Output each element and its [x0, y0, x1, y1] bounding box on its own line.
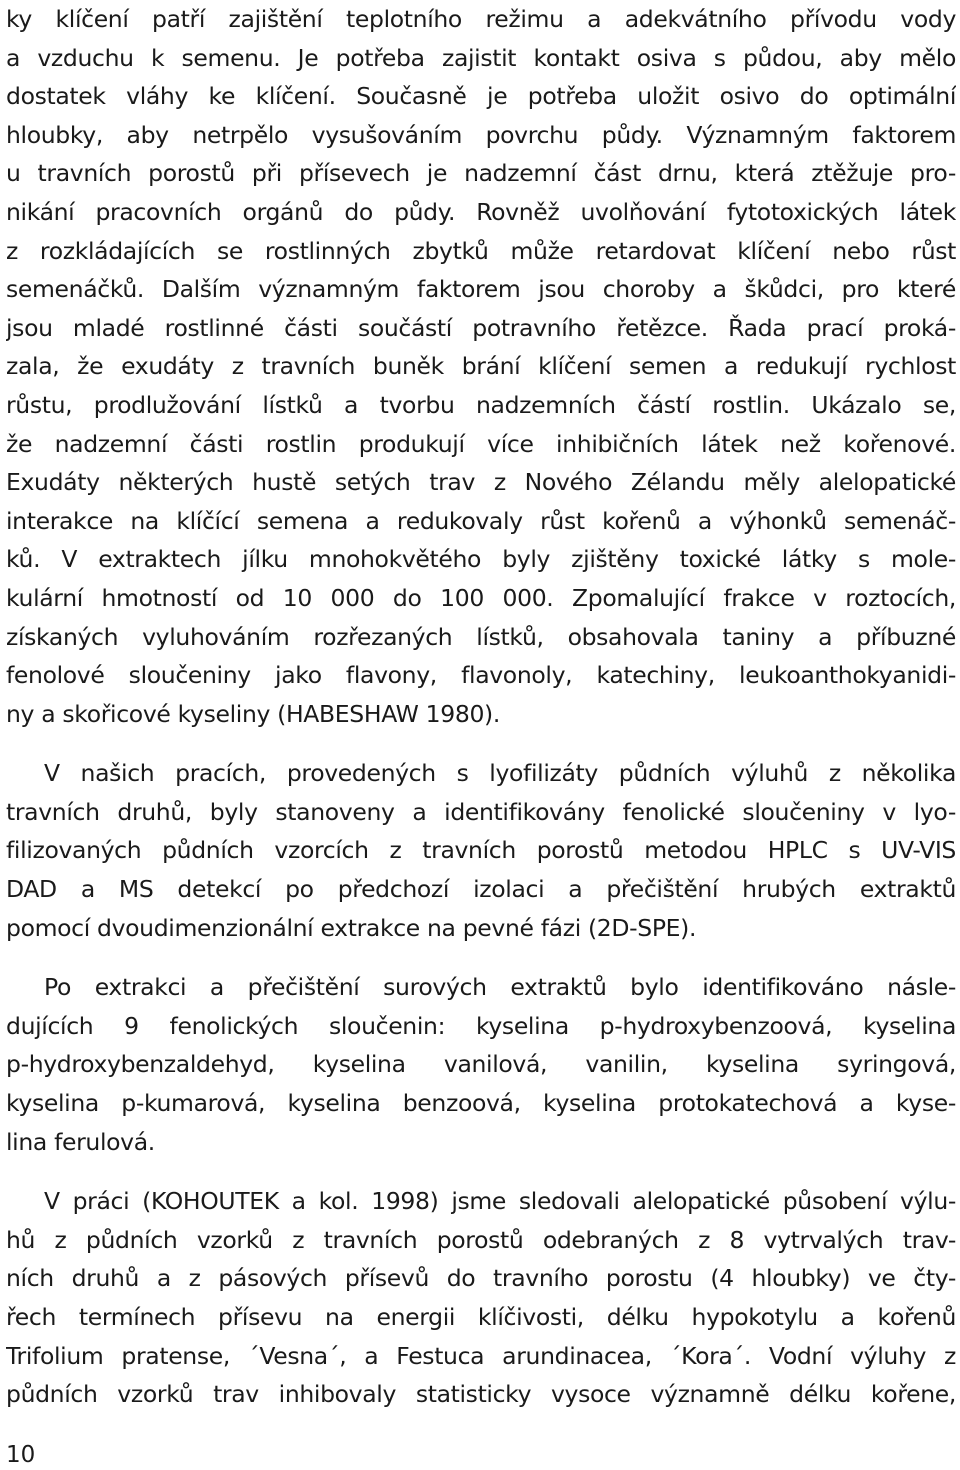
text-line: nikání pracovních orgánů do půdy. Rovněž uvolňování fytotoxických látek — [6, 197, 956, 226]
text-line: Exudáty některých hustě setých trav z Nového Zélandu měly alelopatické — [6, 468, 956, 497]
paragraph-2 — [6, 754, 956, 947]
text-line: dostatek vláhy ke klíčení. Současně je potřeba uložit osivo do optimální — [6, 82, 956, 111]
text-line: fenolové sloučeniny jako flavony, flavonoly, katechiny, leukoanthokyanidi- — [6, 661, 956, 690]
text-line: půdních vzorků trav inhibovaly statisticky vysoce významně délku kořene, — [6, 1380, 956, 1409]
text-line: semenáčků. Dalším významným faktorem jsou choroby a škůdci, pro které — [6, 275, 956, 304]
text-line: a vzduchu k semenu. Je potřeba zajistit kontakt osiva s půdou, aby mělo — [6, 43, 956, 72]
text-line: růstu, prodlužování lístků a tvorbu nadzemních částí rostlin. Ukázalo se, — [6, 390, 956, 419]
text-line: dujících 9 fenolických sloučenin: kyselina p-hydroxybenzoová, kyselina — [6, 1011, 956, 1040]
text-line: V našich pracích, provedených s lyofilizáty půdních výluhů z několika — [44, 759, 956, 788]
document-page — [6, 0, 956, 1414]
text-line: interakce na klíčící semena a redukovaly růst kořenů a výhonků semenáč- — [6, 506, 956, 535]
text-line: u travních porostů při přísevech je nadzemní část drnu, která ztěžuje pro- — [6, 159, 956, 188]
text-line: hů z půdních vzorků z travních porostů odebraných z 8 vytrvalých trav- — [6, 1225, 956, 1254]
page-number: 10 — [6, 1442, 36, 1468]
paragraph-1 — [6, 0, 956, 733]
text-line: V práci (KOHOUTEK a kol. 1998) jsme sledovali alelopatické působení výlu- — [44, 1187, 956, 1216]
text-line: ny a skořicové kyseliny (HABESHAW 1980). — [6, 699, 500, 728]
text-line: kulární hmotností od 10 000 do 100 000. Zpomalující frakce v roztocích, — [6, 583, 956, 612]
text-line: získaných vyluhováním rozřezaných lístků, obsahovala taniny a příbuzné — [6, 622, 956, 651]
text-line: filizovaných půdních vzorcích z travních porostů metodou HPLC s UV-VIS — [6, 836, 956, 865]
text-line: kyselina p-kumarová, kyselina benzoová, kyselina protokatechová a kyse- — [6, 1089, 956, 1118]
text-line: pomocí dvoudimenzionální extrakce na pevné fázi (2D-SPE). — [6, 913, 697, 942]
paragraph-3 — [6, 968, 956, 1161]
text-line: jsou mladé rostlinné části součástí potravního řetězce. Řada prací proká- — [6, 313, 956, 342]
text-line: DAD a MS detekcí po předchozí izolaci a přečištění hrubých extraktů — [6, 875, 956, 904]
text-line: ních druhů a z pásových přísevů do travního porostu (4 hloubky) ve čty- — [6, 1264, 956, 1293]
paragraph-4 — [6, 1182, 956, 1414]
text-line: řech termínech přísevu na energii klíčivosti, délku hypokotylu a kořenů — [6, 1303, 956, 1331]
text-line: lina ferulová. — [6, 1127, 155, 1156]
text-line: Po extrakci a přečištění surových extraktů bylo identifikováno násle- — [44, 973, 956, 1002]
text-line: zala, že exudáty z travních buněk brání klíčení semen a redukují rychlost — [6, 352, 956, 381]
text-line: Trifolium pratense, ´Vesna´, a Festuca arundinacea, ´Kora´. Vodní výluhy z — [6, 1341, 956, 1370]
text-line: že nadzemní části rostlin produkují více inhibičních látek než kořenové. — [6, 429, 956, 458]
text-line: ků. V extraktech jílku mnohokvětého byly zjištěny toxické látky s mole- — [6, 545, 956, 574]
text-line: p-hydroxybenzaldehyd, kyselina vanilová, vanilin, kyselina syringová, — [6, 1050, 956, 1079]
text-line: travních druhů, byly stanoveny a identifikovány fenolické sloučeniny v lyo- — [6, 797, 956, 826]
text-line: z rozkládajících se rostlinných zbytků může retardovat klíčení nebo růst — [6, 236, 956, 265]
text-line: ky klíčení patří zajištění teplotního režimu a adekvátního přívodu vody — [6, 5, 956, 33]
text-line: hloubky, aby netrpělo vysušováním povrchu půdy. Významným faktorem — [6, 120, 956, 149]
